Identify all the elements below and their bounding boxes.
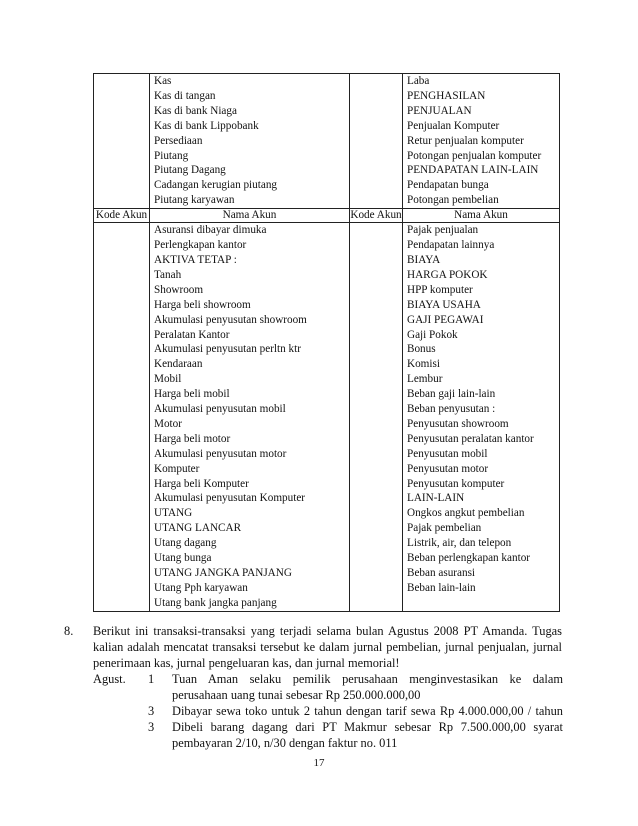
account-name: Kas di bank Lippobank [154,119,259,132]
account-name: UTANG [154,507,193,520]
account-name: Beban lain-lain [407,581,476,594]
account-name: Potongan pembelian [407,194,499,207]
account-name: Utang bank jangka panjang [154,596,277,609]
transaction-line: Dibayar sewa toko untuk 2 tahun dengan tarif sewa Rp 4.000.000,00 / tahun [172,704,563,718]
account-name: UTANG JANGKA PANJANG [154,567,292,579]
transaction-day: 3 [148,720,155,734]
account-name: Beban perlengkapan kantor [407,552,531,565]
account-name: HARGA POKOK [407,268,488,281]
account-name: Kas di tangan [154,89,216,102]
account-name: Akumulasi penyusutan motor [154,447,287,460]
account-name: Persediaan [154,134,203,147]
kode-cell-top-right [350,74,403,209]
account-name: Komisi [407,358,440,371]
account-name: PENGHASILAN [407,89,486,102]
account-name: Asuransi dibayar dimuka [154,224,267,237]
account-name: Kas di bank Niaga [154,104,237,117]
account-name: Utang dagang [154,537,217,550]
account-name: Akumulasi penyusutan perltn ktr [154,343,301,356]
account-name: Harga beli Komputer [154,477,249,490]
page-number: 17 [313,757,325,769]
kode-cell-bottom-right [350,223,403,612]
account-name: Penyusutan mobil [407,447,488,460]
account-name: Komputer [154,462,200,475]
header-nama-akun-left: Nama Akun [150,209,350,223]
account-name: LAIN-LAIN [407,492,465,505]
account-name: Penyusutan motor [407,462,489,475]
account-name: Gaji Pokok [407,328,458,341]
account-name: GAJI PEGAWAI [407,313,484,326]
exercise-text: Berikut ini transaksi-transaksi yang terjadi selama bulan Agustus 2008 PT Amanda. Tugas kalian adalah mencatat transaksi tersebut ke dalam jurnal pembelian, jurnal penjualan, jurnal penerimaan kas, jurnal pengeluaran kas, dan jurnal memorial! [93,624,562,670]
account-name: Pajak pembelian [407,522,482,535]
account-name: Showroom [154,283,204,296]
transaction-line: perusahaan uang tunai sebesar Rp 250.000.000,00 [172,688,421,702]
account-name: Pendapatan lainnya [407,239,495,252]
account-list-top-left [150,74,350,209]
account-name: Piutang karyawan [154,194,235,207]
transaction-day: 1 [148,672,155,686]
table-header-row [94,209,560,223]
account-name: Akumulasi penyusutan Komputer [154,492,306,505]
account-name: UTANG LANCAR [154,522,242,535]
account-name: Utang Pph karyawan [154,581,248,594]
account-name: Cadangan kerugian piutang [154,179,278,192]
account-list-top-right [403,74,560,209]
account-name: Harga beli motor [154,432,231,445]
table-row-bottom [94,223,560,612]
table-row-top [94,74,560,209]
account-name: Piutang [154,149,189,162]
account-name: Piutang Dagang [154,164,226,177]
account-name: Penyusutan peralatan kantor [407,432,534,445]
transaction-item [93,671,563,703]
account-name: Harga beli mobil [154,388,230,401]
account-name: Beban penyusutan : [407,403,496,416]
account-name: Laba [407,75,430,87]
account-name: Pajak penjualan [407,224,479,237]
exercise-paragraph [57,623,562,671]
account-list-bottom-left [150,223,350,612]
account-name: Tanah [154,268,182,281]
account-name: Akumulasi penyusutan mobil [154,403,286,416]
account-name: PENDAPATAN LAIN-LAIN [407,164,539,177]
account-name: HPP komputer [407,283,473,296]
account-name: Penyusutan showroom [407,417,509,430]
kode-cell-bottom-left [94,223,150,612]
kode-cell-top-left [94,74,150,209]
transaction-month: Agust. [93,672,126,686]
header-kode-akun-left: Kode Akun [94,209,150,223]
account-list [150,223,349,611]
account-name: Beban asuransi [407,567,476,579]
account-name: Kendaraan [154,358,203,371]
account-name: Listrik, air, dan telepon [407,537,512,550]
account-name: Potongan penjualan komputer [407,149,542,162]
account-name: Beban gaji lain-lain [407,388,496,401]
account-name: BIAYA [407,253,441,266]
account-name: Bonus [407,343,436,356]
account-list [403,74,559,208]
transaction-line: Tuan Aman selaku pemilik perusahaan menginvestasikan ke dalam [172,672,563,686]
account-name: Perlengkapan kantor [154,239,247,252]
account-list [403,223,559,596]
transaction-item [93,703,563,719]
transaction-line: pembayaran 2/10, n/30 dengan faktur no. 011 [172,736,398,750]
account-name: PENJUALAN [407,104,472,117]
account-name: Kas [154,75,172,87]
transaction-item [93,719,563,751]
account-name: Lembur [407,373,443,386]
account-name: Mobil [154,373,182,386]
account-list-bottom-right [403,223,560,612]
account-name: Peralatan Kantor [154,328,230,341]
chart-of-accounts-table [93,73,560,612]
exercise-number: 8. [64,624,74,638]
account-name: Penjualan Komputer [407,119,500,132]
account-name: AKTIVA TETAP : [154,253,237,266]
account-name: Harga beli showroom [154,298,251,311]
transaction-day: 3 [148,704,155,718]
account-name: Akumulasi penyusutan showroom [154,313,307,326]
account-name: Motor [154,417,182,430]
account-name: Retur penjualan komputer [407,134,524,147]
header-nama-akun-right: Nama Akun [403,209,560,223]
account-name: Ongkos angkut pembelian [407,507,525,520]
account-name: Penyusutan komputer [407,477,505,490]
account-name: Utang bunga [154,552,212,565]
account-list [150,74,349,208]
account-name: BIAYA USAHA [407,298,481,311]
transaction-line: Dibeli barang dagang dari PT Makmur sebesar Rp 7.500.000,00 syarat [172,720,563,734]
header-kode-akun-right: Kode Akun [350,209,402,222]
account-name: Pendapatan bunga [407,179,489,192]
